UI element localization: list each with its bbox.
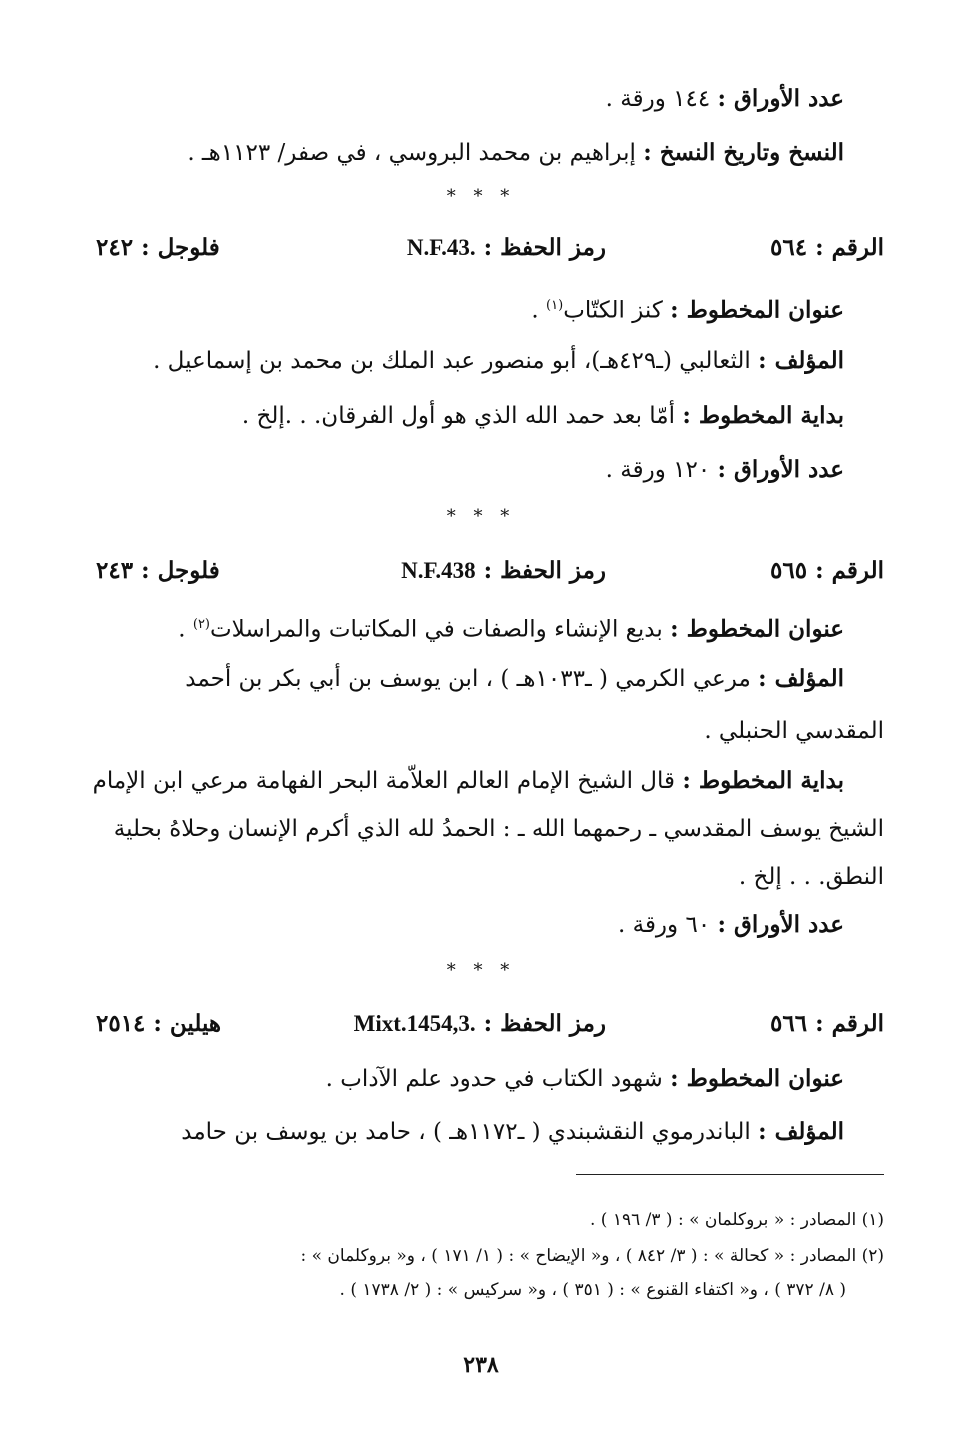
separator: * * * (446, 186, 516, 207)
leaves-line (92, 84, 844, 114)
author-value: الباندرموي النقشبندي ( ـ١١٧٢هـ ) ، حامد بن يوسف بن حامد (181, 1119, 751, 1145)
copy-value: إبراهيم بن محمد البروسي ، في صفر/ ١١٢٣هـ . (187, 140, 636, 166)
footnote-ref: (٢) (192, 617, 210, 632)
title-line (92, 1064, 844, 1094)
page-number: ٢٣٨ (463, 1352, 499, 1378)
separator: * * * (446, 506, 516, 527)
leaves-value: ١٤٤ ورقة . (605, 86, 711, 112)
separator: * * * (446, 960, 516, 981)
entry-number: الرقم : ٥٦٦ (770, 1010, 884, 1037)
title-label: عنوان المخطوط : (670, 615, 844, 643)
leaves-value: ١٢٠ ورقة . (605, 457, 711, 483)
beginning-label: بداية المخطوط : (682, 402, 844, 429)
catalog-ref: هيلين : ٢٥١٤ (96, 1010, 222, 1037)
footnote-1: (١) المصادر : « بروكلمان » : ( ٣/ ١٩٦ ) . (589, 1210, 884, 1230)
author-line (92, 664, 844, 694)
code-label: رمز الحفظ : (483, 557, 606, 584)
author-label: المؤلف : (758, 347, 844, 374)
title-end: . (178, 616, 193, 643)
code-field (407, 234, 606, 261)
leaves-value: ٦٠ ورقة . (617, 912, 711, 938)
code-field (354, 1010, 606, 1037)
catalog-ref: فلوجل : ٢٤٣ (96, 557, 220, 584)
code-field (401, 557, 606, 584)
leaves-label: عدد الأوراق : (717, 456, 844, 483)
title-line (92, 291, 844, 326)
author-label: المؤلف : (758, 665, 844, 692)
footnote-rule (576, 1174, 884, 1175)
beginning-line (92, 766, 844, 796)
beginning-value: قال الشيخ الإمام العالم العلاّمة البحر الفهامة مرعي ابن الإمام (92, 768, 676, 794)
title-value: كنز الكتّاب (563, 297, 663, 324)
catalog-ref: فلوجل : ٢٤٢ (96, 234, 220, 261)
copy-label: النسخ وتاريخ النسخ : (643, 139, 844, 166)
beginning-label: بداية المخطوط : (682, 767, 844, 794)
entry-number: الرقم : ٥٦٥ (770, 557, 884, 584)
beginning-line (92, 401, 844, 431)
footnote-2: (٢) المصادر : « كحالة » : ( ٣/ ٨٤٢ ) ، و« الإيضاح » : ( ١/ ١٧١ ) ، و« بروكلمان » : (300, 1246, 884, 1266)
code-value: N.F.43. (406, 235, 476, 260)
entry-meta (96, 557, 884, 589)
author-line (92, 1117, 844, 1147)
code-label: رمز الحفظ : (483, 1010, 606, 1037)
footnote-2-cont: ( ٨/ ٣٧٢ ) ، و« اكتفاء القنوع » : ( ٣٥١ ) ، و« سركيس » : ( ٢/ ١٧٣٨ ) . (339, 1280, 846, 1300)
entry-meta (96, 234, 884, 266)
author-line (92, 346, 844, 376)
title-value: شهود الكتاب في حدود علم الآداب . (325, 1066, 663, 1092)
title-label: عنوان المخطوط : (670, 296, 844, 324)
title-label: عنوان المخطوط : (670, 1065, 844, 1092)
beginning-line-cont: الشيخ يوسف المقدسي ـ رحمهما الله ـ : الحمدُ لله الذي أكرم الإنسان وحلاهُ بحلية (113, 816, 884, 842)
beginning-line-cont: النطق. . . إلخ . (738, 864, 884, 890)
entry-meta (96, 1010, 884, 1042)
entry-number: الرقم : ٥٦٤ (770, 234, 884, 261)
leaves-label: عدد الأوراق : (717, 85, 844, 112)
code-label: رمز الحفظ : (483, 234, 606, 261)
code-value: N.F.438 (401, 558, 476, 583)
author-line-cont: المقدسي الحنبلي . (704, 718, 884, 744)
footnote-ref: (١) (546, 298, 564, 313)
author-value: مرعي الكرمي ( ـ١٠٣٣هـ ) ، ابن يوسف بن أبي بكر بن أحمد (185, 666, 751, 692)
beginning-value: أمّا بعد حمد الله الذي هو أول الفرقان. . .إلخ . (241, 403, 676, 429)
leaves-label: عدد الأوراق : (717, 911, 844, 938)
code-value: Mixt.1454,3. (353, 1011, 476, 1036)
title-end: . (531, 297, 547, 324)
author-label: المؤلف : (758, 1118, 844, 1145)
leaves-line (92, 910, 844, 940)
title-line (92, 610, 844, 645)
copy-line (92, 138, 844, 168)
author-value: الثعالبي (ـ٤٢٩هـ)، أبو منصور عبد الملك بن محمد بن إسماعيل . (153, 348, 751, 374)
leaves-line (92, 455, 844, 485)
title-value: بديع الإنشاء والصفات في المكاتبات والمراسلات (210, 616, 663, 643)
